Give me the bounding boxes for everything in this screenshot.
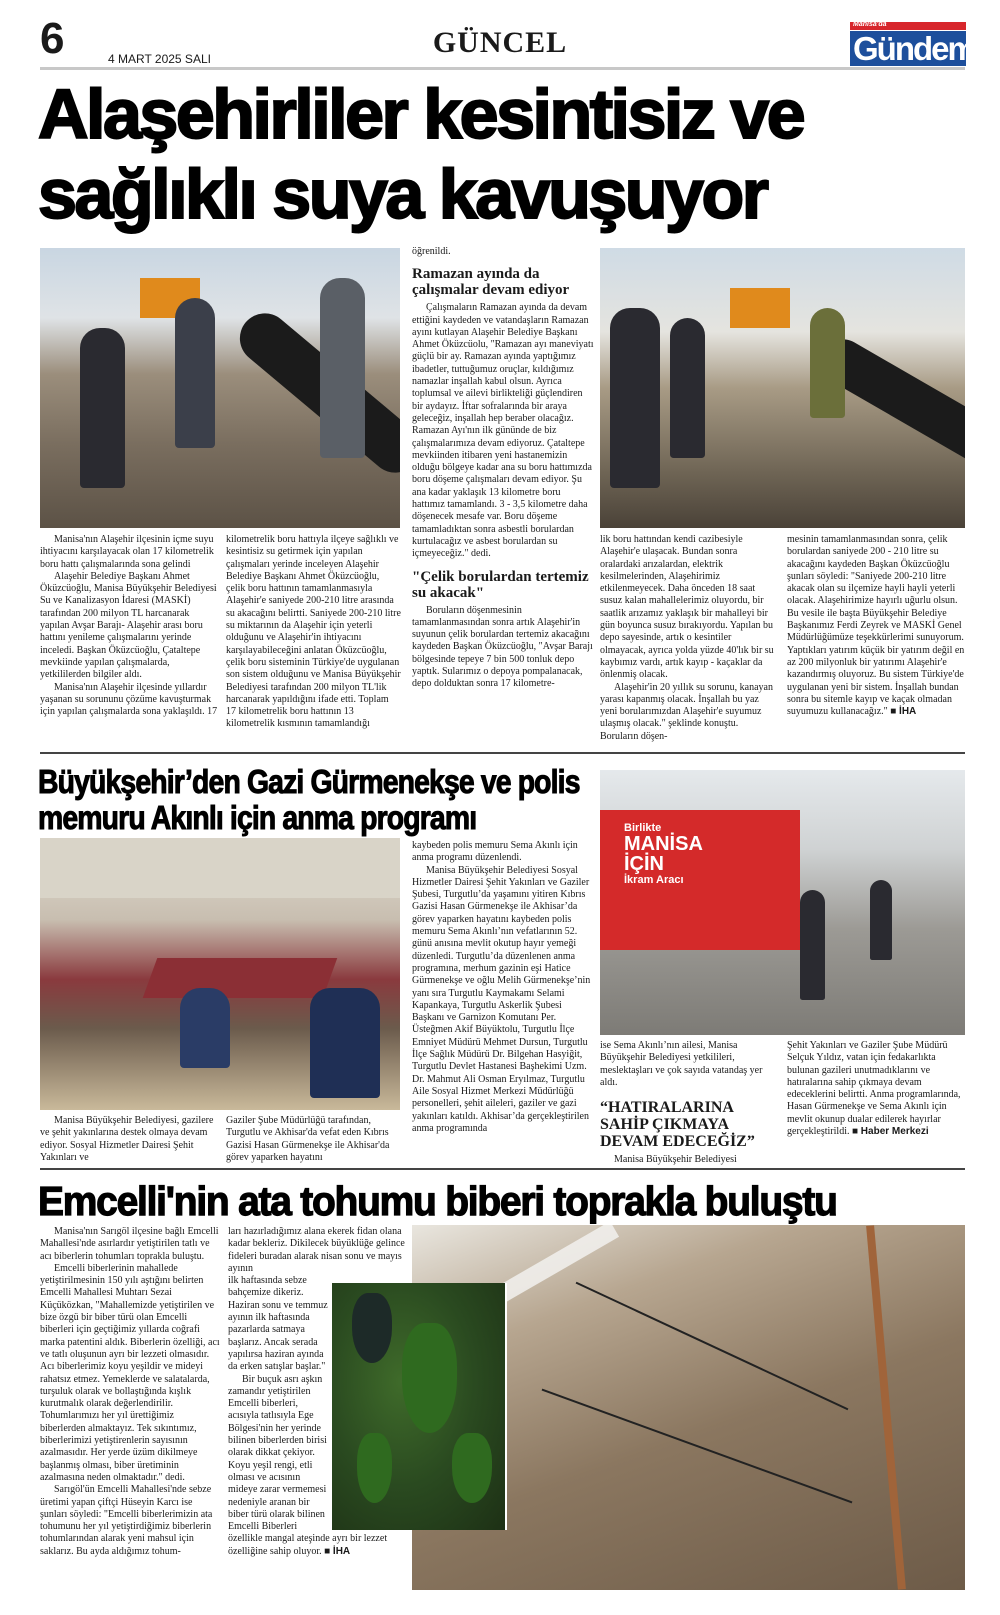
newspaper-logo [850, 21, 975, 67]
section-title: GÜNCEL [432, 26, 568, 59]
logo-tag: Manisa'da [853, 21, 887, 28]
article3-column-2 [228, 1226, 410, 1558]
person [800, 890, 825, 1000]
paragraph: Bir buçuk asrı aşkın zamandır yetiştirilen Emcelli biberleri, acısıyla tatlısıyla Ege Bölgesi'nin her yerinde bilinen biberlerden birisi olarak dikkat çekiyor. Koyu yeşil rengi, etli olması ve acısının mideye zarar vermemesi [228, 1373, 327, 1496]
article1-photo-officials-at-pipeline [40, 248, 400, 528]
excavator [730, 288, 790, 328]
article2-signature: ■ Haber Merkezi [851, 1126, 929, 1138]
article3-signature: ■ İHA [324, 1545, 351, 1557]
article1-column-2 [226, 534, 401, 731]
person [610, 308, 660, 488]
table [143, 958, 338, 998]
paragraph: Manisa'nın Alaşehir ilçesinin içme suyu ihtiyacını karşılayacak olan 17 kilometrelik boru hattı çalışmalarında sona gelindi [40, 534, 214, 570]
article-divider [40, 1168, 965, 1170]
subheading: "Çelik borulardan tertemiz su akacak" [412, 568, 589, 601]
steel-pipe [230, 303, 400, 483]
article2-headline: Büyükşehir’den Gazi Gürmenekşe ve polis memuru Akınlı için anma programı [38, 763, 580, 836]
person [175, 298, 215, 448]
van-text: MANİSA [624, 833, 703, 855]
irrigation-pipe [866, 1225, 906, 1589]
paragraph: ları hazırladığımız alana ekerek fidan olana kadar bekleriz. Dikilecek büyüklüğe gelince fideleri buradan alarak nisan sonu ve mayıs ayının [228, 1226, 405, 1274]
article2-column-mid [412, 840, 594, 1135]
paragraph: Alaşehir'in 20 yıllık su sorunu, kanayan yarası kapanmış olacak. İnşallah bu yaz yeni borularımızdan Alaşehir'e suyumuz ulaşmış olacak." şeklinde konuştu. Boruların döşen- [600, 681, 773, 742]
van-text: Birlikte [624, 822, 662, 834]
van-text: İÇİN [624, 853, 664, 875]
pepper [402, 1323, 457, 1433]
header-divider [40, 67, 965, 70]
paragraph: öğrenildi. [412, 246, 451, 257]
person [810, 308, 845, 418]
paragraph: mesinin tamamlanmasından sonra, çelik borulardan saniyede 200 - 210 litre su akacağını kaydeden Başkan Öküzcüoğlu şunları söyledi: "Saniyede 200-210 litre akacak olan su ilçemize hayli hayli yeterli olacak. Alaşehirimize hayırlı uğurlu olsun. Bu vesile ile başta Büyükşehir Belediye Başkanımız Ferdi Zeyrek ve MASKİ Genel Müdürlüğümüze teşekkürlerimi sunuyorum. Yaptıkları yatırım küçük bir yatırım değil en az 200 milyonluk bir yatırımı Alaşehir'e kazandırmış oluyoruz. Bu sistem Türkiye'de uygulanan yeni bir sistem. İnşallah bundan sonra bu sitemle kayıp ve kaçak olmadan suyumuzu kullanacağız." [787, 534, 965, 718]
police-officer [310, 988, 380, 1098]
article1-column-3 [600, 534, 778, 743]
catering-van [600, 810, 800, 950]
paragraph: Gaziler Şube Müdürlüğü tarafından, Turgutlu ve Akhisar'da vefat eden Kıbrıs Gazisi Hasan Gürmenekşe ile Akhisar'da görev yaparken hayatını [226, 1115, 390, 1163]
paragraph: nedeniyle aranan bir biber türü olarak bilinen Emcelli Biberleri özellikle mangal ateşinde ayrı bir lezzet özelliğine sahip oluyor. [228, 1496, 388, 1557]
article1-column-4 [787, 534, 965, 718]
person [870, 880, 892, 960]
paragraph: Çalışmaların Ramazan ayında da devam ettiğini kaydeden ve vatandaşların Ramazan ayını kutlayan Alaşehir Belediye Başkanı Ahmet Öküzcüolu, "Ramazan ayı maneviyatı güçlü bir ay. Ramazan ayında yaptığımız ibadetler, tuttuğumuz oruçlar, kıldığımız namazlar inşallah kabul olsun. Ayrıca toplumsal ve ailevi birlikteliği güçlendiren bir aydayız. İftar sofralarında bir araya geleceğiz, inşallah hep beraber olacağız. Ramazan Ayı'nın ilk gününde de biz çalışmalarımıza devam ediyoruz. Çataltepe mevkiinden itibaren yeni hastanemizin olduğu bölgeye kadar ana su boru hattımızda boru döşeme çalışmaları devam ediyor. Şu ana kadar yaklaşık 13 kilometre boru hattımız tamamlandı. 3 - 3,5 kilometre daha döşenecek mesafe var. Boru döşeme tamamladıktan sonra asbestli borulardan kurtulacağız ve asbest borulardan su içmeyeceğiz." dedi. [412, 302, 594, 560]
article-divider [40, 752, 965, 754]
article3-headline: Emcelli'nin ata tohumu biberi toprakla buluştu [38, 1178, 837, 1224]
article1-column-mid [412, 246, 594, 691]
person [670, 318, 705, 458]
article1-column-1 [40, 534, 218, 718]
paragraph: kaybeden polis memuru Sema Akınlı için anma programı düzenlendi. [412, 840, 578, 864]
paragraph: ise Sema Akınlı’nın ailesi, Manisa Büyükşehir Belediyesi yetkilileri, meslektaşları ve çok sayıda vatandaş yer aldı. [600, 1040, 763, 1088]
article2-column-3 [600, 1040, 778, 1166]
van-text: İkram Aracı [624, 874, 684, 886]
article2-column-1 [40, 1115, 218, 1164]
person [180, 988, 230, 1068]
person [80, 328, 125, 488]
paragraph: Manisa'nın Sarıgöl ilçesine bağlı Emcelli Mahallesi'nde asırlardır yetiştirilen tatlı ve acı biberlerin tohumları toprakla buluştu. [40, 1226, 219, 1262]
paragraph: Boruların döşenmesinin tamamlanmasından sonra artık Alaşehir'in suyunun çelik borulardan tertemiz akacağını kaydeden Başkan Öküzcüoğlu, "Avşar Barajı bölgesinde tepeye 7 bin 500 tonluk depo yaptık. Sularımız o depoya pompalanacak, depo dolduktan sonra 17 kilometre- [412, 604, 593, 690]
paragraph: kilometrelik boru hattıyla ilçeye sağlıklı ve kesintisiz su getirmek için yapılan çalışmaları yerinde inceleyen Alaşehir Belediye Başkanı Ahmet Öküzcüoğlu, çelik boru hattının tamamlanmasıyla Alaşehir'e saniyede 200-210 litre arasında su akacağını belirtti. Saniyede 200-210 litre su miktarının da Alaşehir için yeterli olduğunu ve Alaşehir'in ihtiyacını karşılayabileceğini anlatan Öküzcüoğlu, çelik boru sisteminin Türkiye'de uygulanan son sistem olduğunu ve Manisa Büyükşehir Belediyesi tarafından 200 milyon TL'lik harcanarak yapıldığını ifade etti. Toplam 17 kilometrelik boru hattının 13 kilometrelik kısmının tamamlandığı [226, 534, 401, 730]
issue-date: 4 MART 2025 SALI [108, 52, 211, 66]
paragraph: Sarıgöl'ün Emcelli Mahallesi'nde sebze üretimi yapan çiftçi Hüseyin Karcı ise şunları söyledi: "Emcelli biberlerimizin ata tohumunu her yıl yetiştirdiğimiz biberlerin tohumlarından alarak yeni mahsul için saklarız. Bu ayda aldığımız tohum- [40, 1484, 213, 1557]
person [320, 278, 365, 458]
paragraph: Şehit Yakınları ve Gaziler Şube Müdürü Selçuk Yıldız, vatan için fedakarlıkta bulunan gazileri unutmadıklarını ve hatıralarına sahip çıkmaya devam edeceklerini belirtti. Anma programlarında, Hasan Gürmenekşe ve Sema Akınlı için mevlit okunup dualar edilerek hayırlar gerçekleştirildi. [787, 1040, 961, 1138]
paragraph: Emcelli biberlerinin mahallede yetiştirilmesinin 150 yılı aştığını belirten Emcelli Mahallesi Muhtarı Sezai Küçüközkan, "Mahallemizde yetiştirilen ve bize özgü bir biber türü olan Emcelli biberleri için geçtiğimiz yıllarda coğrafi marka patentini aldık. Biberlerin özelliği, acı ve tatlı oluşunun ayrı bir lezzeti olmasıdır. Acı biberlerimiz koyu yeşildir ve mideyi rahatsız etmez. Yemeklerde ve salatalarda, turşuluk olarak ve bollaştığında kışlık kurutmalık olarak değerlendirilir. Tohumlarımızı her yıl ürettiğimiz biberlerden almaktayız. Tek sıkıntımız, biberlerimizi yetiştirenlerin sayısının azalmasıdır. Her yerde üzüm dikilmeye başlanmış olması, biber üretiminin azalmasına neden olmaktadır." dedi. [40, 1262, 220, 1483]
drip-hose [542, 1389, 853, 1504]
paragraph: Manisa Büyükşehir Belediyesi Sosyal Hizmetler Dairesi Şehit Yakınları ve Gaziler Şubesi, Turgutlu’da yaşamını yitiren Kıbrıs Gazisi Hasan Gürmenekşe ile Akhisar’da görev yaparken hayatını kaybeden polis memuru Sema Akınlı’nın vefatlarının 52. günü anısına mevlit okutup hayır yemeği düzenledi. Turgutlu’da düzenlenen anma programına, merhum gazinin eşi Hatice Gürmenekşe ve oğlu Melih Gürmenekşe’nin yanı sıra Turgutlu Kaymakamı Selami Kapankaya, Turgutlu Askerlik Şubesi Başkanı ve Garnizon Komutanı Per. Üsteğmen Akif Büyüktolu, Turgutlu İlçe Emniyet Müdürü Mehmet Dursun, Turgutlu İlçe Sağlık Müdürü Dr. Bilgehan Hasyiğit, Turgutlu Devlet Hastanesi Başhekimi Uzm. Dr. Mahmut Ali Osman Eryılmaz, Turgutlu Aile Sosyal Hizmet Merkezi Müdürlüğü personelleri, şehit aileleri, gaziler ve gazi yakınları katıldı. Akhisar’da gerçekleştirilen anma programında [412, 864, 591, 1134]
article3-column-1 [40, 1226, 220, 1558]
drip-hose [576, 1282, 849, 1411]
article2-column-4 [787, 1040, 965, 1138]
paragraph: ilk haftasında sebze bahçemize dikeriz. Haziran sonu ve temmuz ayının ilk haftasında pazarlarda satmaya başlarız. Ancak serada yapılırsa haziran ayında da erken satışlar başlar." [228, 1275, 328, 1373]
paragraph: lik boru hattından kendi cazibesiyle Alaşehir'e ulaşacak. Bundan sonra oralardaki arızalardan, elektrik kesilmelerinden, Alaşehirimiz etkilenmeyecek. Daha önceden 18 saat susuz kalan mahallelerimiz oluyordu, bir saatlik arızamız yaklaşık bir mahalleyi bir gün boyunca susuz bırakıyordu. Yapılan bu depo sayesinde, artık o kesintiler olmayacak, ayrıca yolda yüzde 40'lık bir su kaybımız vardı, artık kayıp - kaçaklar da önlenmiş olacak. [600, 534, 774, 681]
paragraph: Manisa Büyükşehir Belediyesi, gazilere ve şehit yakınlarına destek olmaya devam ediyor. Sosyal Hizmetler Dairesi Şehit Yakınları ve [40, 1115, 214, 1163]
logo-name: Gündem [850, 31, 966, 66]
logo-red-band [850, 22, 966, 30]
paragraph: Manisa Büyükşehir Belediyesi [614, 1154, 737, 1166]
article1-signature: ■ İHA [890, 706, 917, 718]
subheading: Ramazan ayında da çalışmalar devam ediyor [412, 266, 570, 299]
tent-canopy [40, 838, 400, 898]
photo-wrap-spacer [330, 1275, 410, 1527]
article1-headline: Alaşehirliler kesintisiz ve sağlıklı suya kavuşuyor [38, 75, 804, 233]
article1-photo-pipeline-works [600, 248, 965, 528]
article2-photo-memorial-meal [40, 838, 400, 1110]
article2-photo-catering-van [600, 770, 965, 1035]
paragraph: Alaşehir Belediye Başkanı Ahmet Öküzcüoğlu, Manisa Büyükşehir Belediyesi Su ve Kanalizasyon İdaresi (MASKİ) tarafından 200 milyon TL harcanarak yapılan Avşar Barajı- Alaşehir arası boru hattını yenileme çalışmalarını yerinde inceledi. Başkan Öküzcüoğlu, Çataltepe mevkiinde yapılan çalışmalarda, yetkililerden bilgiler aldı. [40, 570, 217, 681]
pepper [452, 1433, 492, 1503]
subheading: “HATIRALARINA SAHİP ÇIKMAYA DEVAM EDECEĞİZ” [600, 1099, 755, 1151]
paragraph: Manisa'nın Alaşehir ilçesinde yıllardır yaşanan su sorununu çözüme kavuşturmak için yapılan çalışmalarda sona yaklaşıldı. 17 [40, 681, 218, 718]
article2-column-2 [226, 1115, 401, 1164]
page-number: 6 [40, 14, 65, 63]
